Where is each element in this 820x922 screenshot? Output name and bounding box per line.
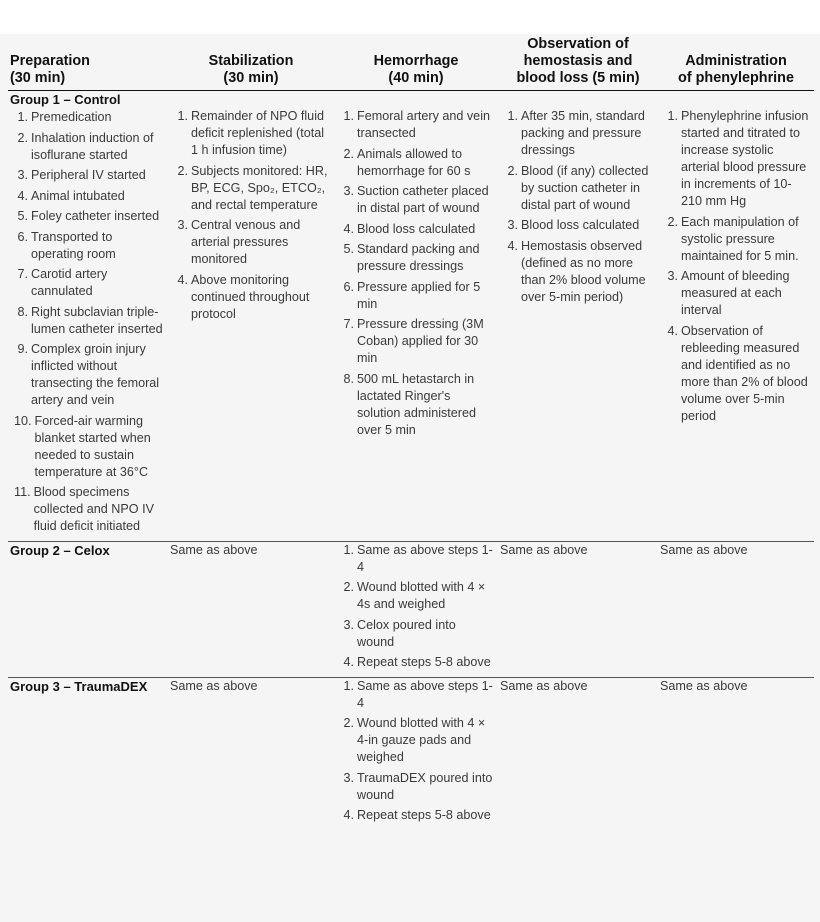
step-text: Transported to operating room [31,229,116,261]
step-number: 1. [507,109,518,123]
group-1-preparation-cell [8,91,168,542]
group-3-hemorrhage-list [336,678,496,825]
step-item [170,163,332,214]
step-text: Wound blotted with 4 × 4s and weighed [357,580,486,611]
step-number: 1. [667,109,678,123]
group-3-stabilization-text: Same as above [170,678,258,693]
step-item [336,146,496,180]
group-3-phenylephrine-text: Same as above [660,678,748,693]
step-item [500,108,656,159]
group-2-hemorrhage-list [336,542,496,672]
step-number: 2. [507,163,518,178]
group-1-phenylephrine-list [660,108,812,425]
step-text: Same as above steps 1-4 [357,542,493,574]
step-text: Inhalation induction of isoflurane started [31,130,154,162]
step-text: Phenylephrine infusion started and titrated to increase systolic arterial blood pressure in increments of 10-210 mm Hg [681,109,809,208]
step-item [500,163,656,214]
step-text: Pressure dressing (3M Coban) applied for 30 min [357,317,484,365]
step-text: Suction catheter placed in distal part of wound [357,184,489,215]
step-item [336,241,496,275]
step-item [336,221,496,238]
step-text: Premedication [31,110,112,124]
step-text: Each manipulation of systolic pressure maintained for 5 min. [681,214,799,263]
header-stabilization: Stabilization (30 min) [168,36,334,91]
step-number: 11. [14,485,31,499]
step-text: Same as above steps 1-4 [357,678,493,710]
step-number: 3. [343,184,354,198]
group-3-stabilization-cell [168,677,334,830]
group-2-observation-cell [498,541,658,677]
step-text: Blood (if any) collected by suction catheter in distal part of wound [521,163,649,212]
step-item [336,617,496,651]
step-text: Femoral artery and vein transected [357,109,490,140]
step-text: Animals allowed to hemorrhage for 60 s [357,146,471,178]
step-item [336,770,496,804]
step-number: 2. [343,716,354,730]
step-item [10,266,166,300]
step-item [10,130,166,164]
step-item [336,579,496,613]
step-text: Carotid artery cannulated [31,267,108,298]
group-1-phenylephrine-cell [658,91,814,542]
step-number: 7. [343,317,354,331]
step-number: 3. [343,617,354,632]
step-text: Remainder of NPO fluid deficit replenished (total 1 h infusion time) [191,109,325,157]
step-item [660,268,812,319]
group-1-stabilization-cell [168,91,334,542]
step-number: 8. [343,371,354,386]
group-1-preparation-list [10,109,166,535]
group-3-row [8,677,814,830]
header-row [8,36,814,91]
step-text: Foley catheter inserted [31,209,160,223]
step-number: 4. [177,272,188,287]
step-item [336,279,496,313]
step-item [660,108,812,210]
step-text: Complex groin injury inflicted without transecting the femoral artery and vein [31,342,160,407]
step-item [336,108,496,142]
step-number: 1. [343,109,354,123]
step-text: Above monitoring continued throughout protocol [191,272,310,321]
step-number: 7. [17,267,28,281]
step-text: Blood specimens collected and NPO IV fluid deficit initiated [33,485,154,533]
step-item [336,316,496,367]
step-text: Pressure applied for 5 min [357,279,481,311]
group-3-hemorrhage-cell [334,677,498,830]
step-item [336,183,496,217]
step-number: 3. [17,168,28,182]
step-text: Animal intubated [31,188,125,203]
step-number: 2. [177,163,188,178]
step-number: 2. [343,580,354,594]
step-number: 8. [17,304,28,319]
step-number: 1. [17,110,28,124]
step-item [500,238,656,306]
step-text: Subjects monitored: HR, BP, ECG, Spo₂, ETCO₂, and rectal temperature [191,163,328,212]
group-1-observation-list [500,108,656,306]
step-text: Wound blotted with 4 × 4-in gauze pads and weighed [357,716,486,764]
step-number: 4. [343,808,354,822]
group-2-stabilization-cell [168,541,334,677]
group-1-hemorrhage-cell [334,91,498,542]
top-margin [0,0,820,34]
step-item [10,341,166,409]
step-text: Forced-air warming blanket started when needed to sustain temperature at 36°C [34,413,151,479]
step-item [336,542,496,576]
header-observation: Observation of hemostasis and blood loss (5 min) [498,36,658,91]
step-item [336,678,496,712]
step-item [10,484,166,535]
step-number: 4. [667,323,678,338]
step-text: Observation of rebleeding measured and identified as no more than 2% of blood volume over 5-min period [681,323,808,423]
step-number: 1. [343,678,354,693]
step-number: 5. [17,209,28,223]
group-2-phenylephrine-cell [658,541,814,677]
step-number: 3. [667,269,678,283]
group-3-title: Group 3 – TraumaDEX [10,678,148,694]
header-phenylephrine: Administration of phenylephrine [658,36,814,91]
group-3-preparation-cell [8,677,168,830]
step-number: 10. [14,413,32,428]
protocol-table [8,36,814,830]
step-number: 2. [17,130,28,145]
step-number: 1. [177,109,188,123]
header-preparation: Preparation (30 min) [8,36,168,91]
step-text: Peripheral IV started [31,168,146,182]
step-item [170,217,332,268]
step-number: 6. [17,229,28,244]
group-3-observation-cell [498,677,658,830]
step-item [10,413,166,481]
group-2-title: Group 2 – Celox [10,542,110,558]
step-item [170,272,332,323]
step-item [660,214,812,265]
step-text: Right subclavian triple-lumen catheter inserted [31,304,163,336]
group-2-observation-text: Same as above [500,542,588,557]
step-text: Central venous and arterial pressures monitored [191,218,301,266]
step-text: Blood loss calculated [521,218,640,232]
step-item [10,229,166,263]
step-number: 4. [507,238,518,253]
step-item [336,371,496,439]
group-1-title: Group 1 – Control [10,92,121,107]
step-text: Repeat steps 5-8 above [357,808,491,822]
step-number: 5. [343,242,354,256]
step-number: 4. [17,188,28,203]
step-text: Blood loss calculated [357,221,476,236]
step-item [500,217,656,234]
group-1-observation-cell [498,91,658,542]
step-number: 2. [343,146,354,161]
step-item [10,208,166,225]
step-number: 9. [17,342,28,356]
step-text: Amount of bleeding measured at each interval [681,269,790,317]
step-number: 4. [343,221,354,236]
step-text: Hemostasis observed (defined as no more than 2% blood volume over 5-min period) [521,238,646,304]
group-1-hemorrhage-list [336,108,496,439]
group-2-phenylephrine-text: Same as above [660,542,748,557]
group-2-hemorrhage-cell [334,541,498,677]
step-item [170,108,332,159]
step-text: After 35 min, standard packing and pressure dressings [521,109,645,157]
group-2-row [8,541,814,677]
step-number: 1. [343,542,354,557]
group-1-row [8,91,814,542]
step-item [10,109,166,126]
step-text: TraumaDEX poured into wound [357,770,493,802]
group-2-stabilization-text: Same as above [170,542,258,557]
step-number: 6. [343,279,354,294]
group-3-phenylephrine-cell [658,677,814,830]
step-number: 3. [177,218,188,232]
header-hemorrhage: Hemorrhage (40 min) [334,36,498,91]
step-number: 3. [343,770,354,785]
group-3-observation-text: Same as above [500,678,588,693]
step-text: Standard packing and pressure dressings [357,242,480,273]
step-text: Repeat steps 5-8 above [357,655,491,669]
step-item [660,323,812,425]
step-item [336,654,496,671]
step-text: 500 mL hetastarch in lactated Ringer's solution administered over 5 min [357,371,477,437]
step-item [336,807,496,824]
group-2-preparation-cell [8,541,168,677]
step-number: 4. [343,655,354,669]
group-1-stabilization-list [170,108,332,323]
step-item [10,304,166,338]
step-item [10,167,166,184]
step-item [10,188,166,205]
step-text: Celox poured into wound [357,617,456,649]
step-number: 2. [667,214,678,229]
step-item [336,715,496,766]
step-number: 3. [507,218,518,232]
